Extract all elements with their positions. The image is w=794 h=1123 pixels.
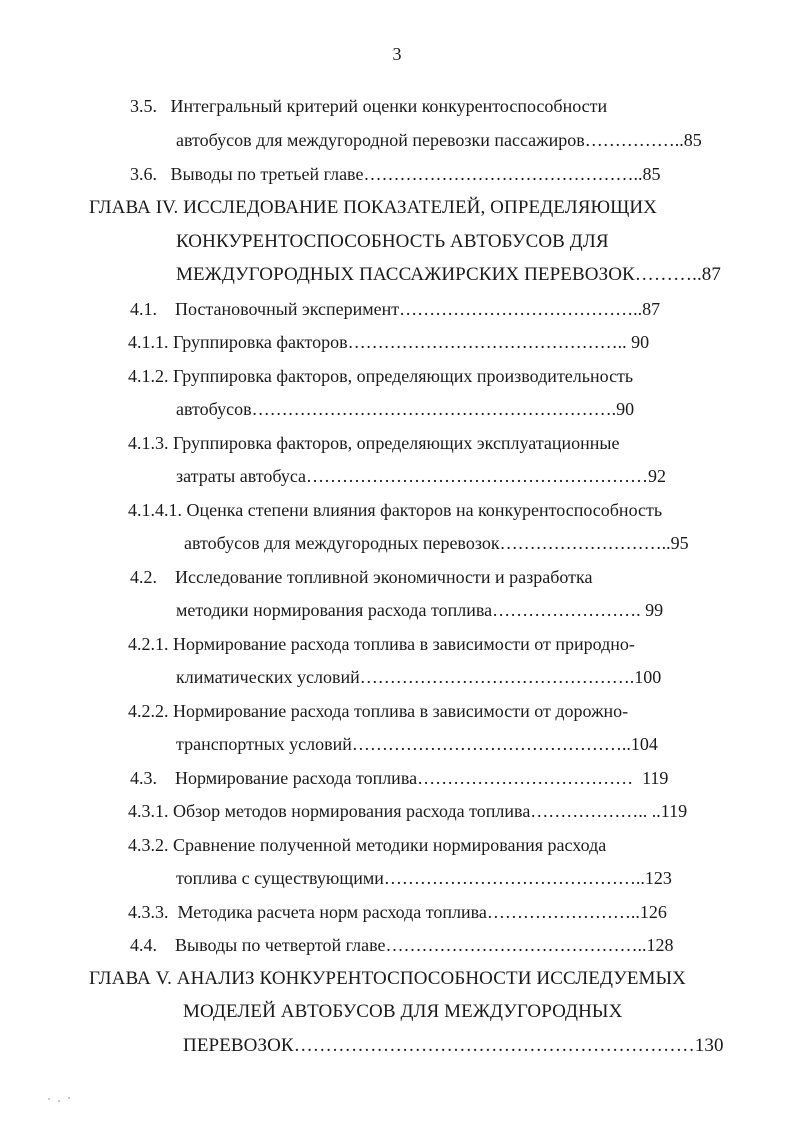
toc-line-4-1-2-cont: автобусов…………………………………………………….90 — [176, 399, 635, 419]
scan-speck — [48, 1098, 50, 1100]
chapter-4-heading: ГЛАВА IV. ИССЛЕДОВАНИЕ ПОКАЗАТЕЛЕЙ, ОПРЕДЕЛЯЮЩИХ — [89, 197, 658, 218]
toc-line-4-1-4-1-cont: автобусов для междугородных перевозок………………………..95 — [184, 533, 689, 553]
toc-line-4-4: 4.4. Выводы по четвертой главе……………………………………..128 — [130, 935, 674, 955]
toc-line-4-2-1: 4.2.1. Нормирование расхода топлива в зависимости от природно- — [128, 634, 635, 654]
chapter-5-heading-cont-1: МОДЕЛЕЙ АВТОБУСОВ ДЛЯ МЕЖДУГОРОДНЫХ — [183, 1001, 623, 1022]
toc-line-3-5-cont: автобусов для междугородной перевозки пассажиров……………..85 — [176, 130, 702, 150]
toc-line-4-2-2-cont: транспортных условий………………………………………..104 — [176, 734, 658, 754]
toc-line-4-3-2: 4.3.2. Сравнение полученной методики нормирования расхода — [128, 835, 607, 855]
page-number: 3 — [392, 44, 402, 64]
chapter-4-heading-cont-1: КОНКУРЕНТОСПОСОБНОСТЬ АВТОБУСОВ ДЛЯ — [176, 231, 609, 252]
toc-line-4-1: 4.1. Постановочный эксперимент…………………………………..87 — [130, 299, 661, 319]
toc-line-4-3: 4.3. Нормирование расхода топлива……………………………… 119 — [130, 768, 669, 788]
toc-line-4-1-3-cont: затраты автобуса…………………………………………………92 — [176, 466, 667, 486]
toc-line-4-2-1-cont: климатических условий……………………………………….100 — [176, 667, 662, 687]
toc-line-4-2-2: 4.2.2. Нормирование расхода топлива в зависимости от дорожно- — [128, 701, 629, 721]
toc-line-3-5: 3.5. Интегральный критерий оценки конкурентоспособности — [130, 96, 608, 116]
toc-line-4-2-cont: методики нормирования расхода топлива……………………. 99 — [176, 600, 664, 620]
toc-line-4-1-4-1: 4.1.4.1. Оценка степени влияния факторов на конкурентоспособность — [128, 500, 663, 520]
toc-line-4-3-2-cont: топлива с существующими……………………………………..123 — [176, 868, 672, 888]
scan-speck — [68, 1097, 70, 1099]
toc-line-4-3-3: 4.3.3. Методика расчета норм расхода топлива……………………..126 — [128, 902, 667, 922]
chapter-4-heading-cont-2: МЕЖДУГОРОДНЫХ ПАССАЖИРСКИХ ПЕРЕВОЗОК………..87 — [176, 264, 722, 285]
toc-line-3-6: 3.6. Выводы по третьей главе………………………………………..85 — [130, 164, 661, 184]
scan-speck — [58, 1100, 60, 1102]
toc-line-4-1-1: 4.1.1. Группировка факторов……………………………………….. 90 — [128, 332, 650, 352]
chapter-5-heading-cont-2: ПЕРЕВОЗОК………………………………………………………130 — [183, 1035, 724, 1056]
toc-line-4-3-1: 4.3.1. Обзор методов нормирования расхода топлива……………….. ..119 — [128, 801, 688, 821]
toc-line-4-1-2: 4.1.2. Группировка факторов, определяющих производительность — [128, 366, 634, 386]
chapter-5-heading: ГЛАВА V. АНАЛИЗ КОНКУРЕНТОСПОСОБНОСТИ ИССЛЕДУЕМЫХ — [89, 968, 687, 989]
toc-line-4-1-3: 4.1.3. Группировка факторов, определяющих эксплуатационные — [128, 433, 620, 453]
toc-line-4-2: 4.2. Исследование топливной экономичности и разработка — [130, 567, 593, 587]
